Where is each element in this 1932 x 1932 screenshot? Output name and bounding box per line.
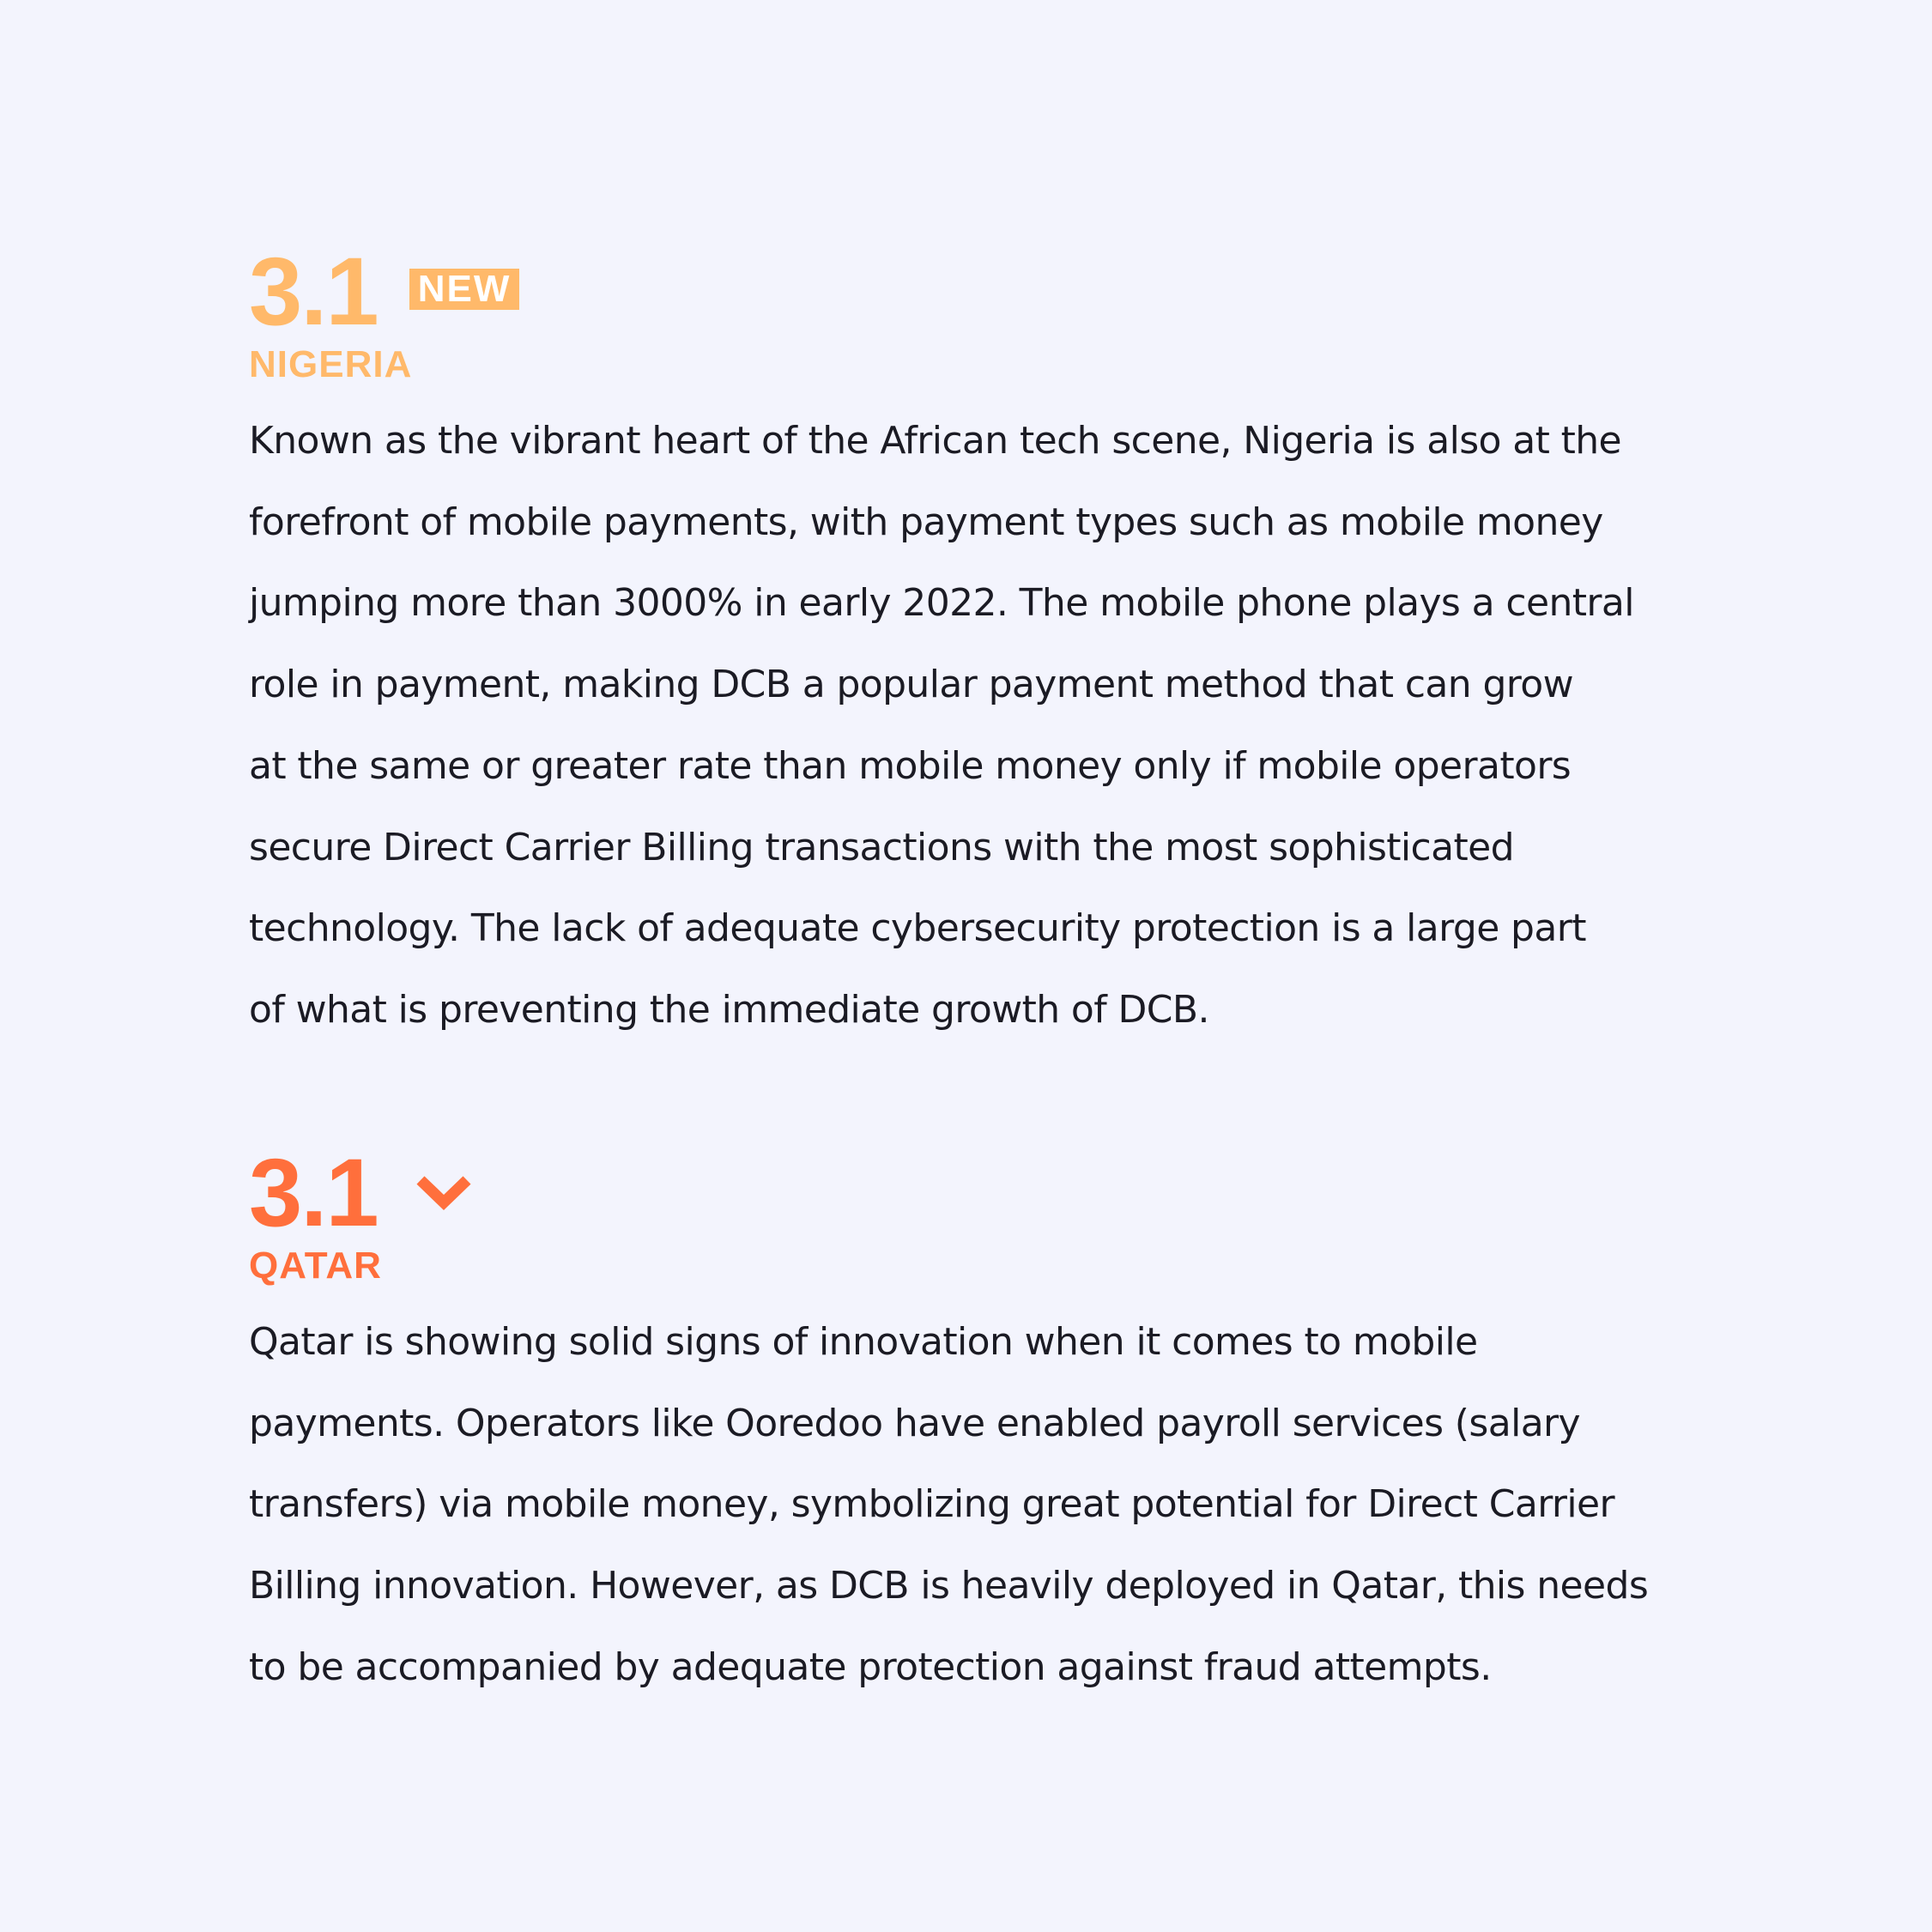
section-body bbox=[249, 1302, 1725, 1709]
section-heading bbox=[249, 238, 1725, 345]
body-line: payments. Operators like Ooredoo have enabled payroll services (salary bbox=[249, 1401, 1580, 1445]
body-line: technology. The lack of adequate cybersecurity protection is a large part bbox=[249, 906, 1586, 951]
body-line: to be accompanied by adequate protection against fraud attempts. bbox=[249, 1644, 1492, 1689]
body-line: Qatar is showing solid signs of innovation when it comes to mobile bbox=[249, 1320, 1478, 1364]
section-heading bbox=[249, 1139, 1725, 1246]
section-nigeria bbox=[249, 238, 1725, 1051]
country-name: NIGERIA bbox=[249, 343, 413, 385]
body-line: transfers) via mobile money, symbolizing great potential for Direct Carrier bbox=[249, 1482, 1614, 1527]
section-qatar bbox=[249, 1139, 1725, 1709]
new-badge: NEW bbox=[409, 269, 520, 310]
body-line: jumping more than 3000% in early 2022. The mobile phone plays a central bbox=[249, 581, 1634, 626]
country-name: QATAR bbox=[249, 1245, 382, 1287]
rank-number: 3.1 bbox=[249, 238, 378, 345]
chevron-down-icon bbox=[414, 1172, 474, 1213]
body-line: role in payment, making DCB a popular payment method that can grow bbox=[249, 663, 1574, 707]
rank-number: 3.1 bbox=[249, 1139, 378, 1246]
body-line: forefront of mobile payments, with payment types such as mobile money bbox=[249, 500, 1603, 544]
body-line: Billing innovation. However, as DCB is heavily deployed in Qatar, this needs bbox=[249, 1564, 1649, 1608]
body-line: secure Direct Carrier Billing transactions with the most sophisticated bbox=[249, 825, 1514, 869]
body-line: of what is preventing the immediate growth of DCB. bbox=[249, 987, 1209, 1032]
body-line: at the same or greater rate than mobile money only if mobile operators bbox=[249, 743, 1572, 788]
body-line: Known as the vibrant heart of the African tech scene, Nigeria is also at the bbox=[249, 419, 1622, 463]
section-body bbox=[249, 401, 1725, 1051]
